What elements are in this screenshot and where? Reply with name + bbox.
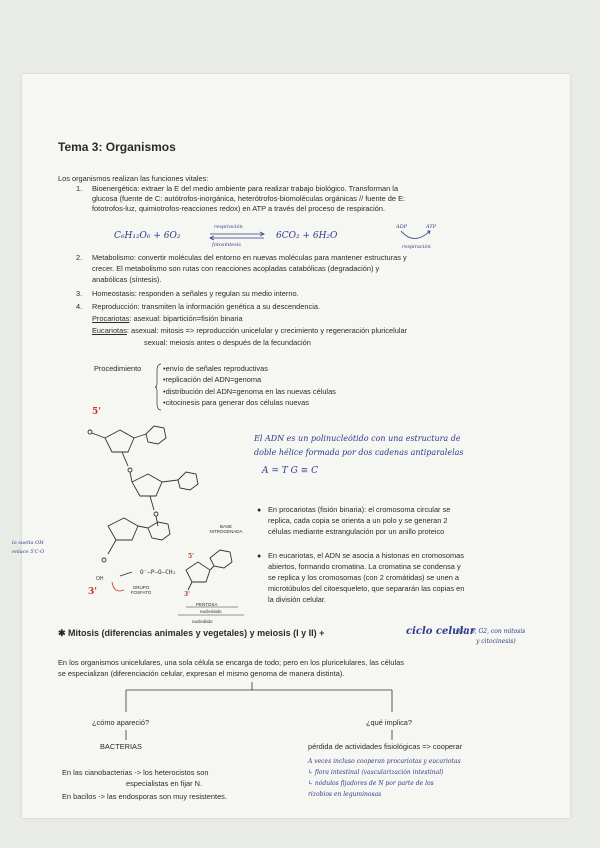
bacterias-label: BACTERIAS <box>100 742 142 751</box>
eucariotas-text: : asexual: mitosis => reproducción unicelular y crecimiento y regeneración pluricelular <box>126 326 408 335</box>
svg-text:O⁻–P–O–CH₂: O⁻–P–O–CH₂ <box>140 569 177 576</box>
left-note: En las cianobacterias -> los heterocistos son <box>62 768 209 777</box>
side-note: enlace 5'C-O <box>12 549 45 555</box>
dna-note-line: doble hélice formada por dos cadenas antiparalelas <box>254 448 464 457</box>
ciclo-note: (G1, S, G2, con mitosis <box>456 628 526 635</box>
item-number: 2. <box>76 253 83 262</box>
right-hand-note: A veces incluso cooperan procariotas y eucariotas <box>308 758 461 765</box>
item-number: 1. <box>76 184 83 193</box>
eucariotas-label: Eucariotas <box>92 326 127 335</box>
ciclo-celular: ciclo celular <box>406 626 475 637</box>
three-prime-label: 3' <box>88 587 98 597</box>
procedimiento-step: •distribución del ADN=genoma en las nuevas células <box>163 387 336 396</box>
five-prime-label: 5' <box>92 407 102 417</box>
perdida-label: pérdida de actividades fisiológicas => cooperar <box>308 742 463 751</box>
equation-bottom: fotosíntesis <box>212 242 241 248</box>
bullet-line: abiertos, formando cromatina. La cromatina se condensa y <box>268 562 461 571</box>
bullet-line: En procariotas (fisión binaria): el cromosoma circular se <box>268 505 451 514</box>
three-prime-mid: 3' <box>184 591 191 598</box>
equation-right: 6CO₂ + 6H₂O <box>276 231 338 241</box>
five-prime-mid: 5' <box>188 553 195 560</box>
bullet-line: se replica y los cromosomas (con 2 cromátidas) se unen a <box>268 573 460 582</box>
paragraph-line: se especializan (diferenciación celular, expresan el mismo genoma de manera distinta). <box>58 669 345 678</box>
item-line: Homeostasis: responden a señales y regulan su medio interno. <box>92 289 299 298</box>
item-line: Reproducción: transmiten la información genética a su descendencia. <box>92 302 321 311</box>
procedimiento-label: Procedimiento <box>94 364 142 373</box>
eucariotas-sexual: sexual: meiosis antes o después de la fecundación <box>144 338 311 347</box>
base-label: BASE NITROGENADA <box>209 524 243 534</box>
bullet-line: replica, cada copia se orienta a un polo y se generan 2 <box>268 516 448 525</box>
mitosis-heading: ✱ Mitosis (diferencias animales y vegetales) y meiosis (I y II) + <box>58 628 325 638</box>
equation-atp: ATP <box>426 224 437 230</box>
page-title: Tema 3: Organismos <box>58 140 176 154</box>
nucleotido-label: nucleótido <box>192 619 213 624</box>
bullet-icon: ● <box>257 507 262 514</box>
item-line: crecer. El metabolismo son rutas con reacciones acopladas catabólicas (degradación) y <box>92 264 380 273</box>
bullet-line: En eucariotas, el ADN se asocia a histonas en cromosomas <box>268 551 464 560</box>
pentosa-label: PENTOSA <box>196 602 218 607</box>
right-hand-note: ↳ nódulos fijadores de N por parte de los <box>308 780 434 787</box>
question-right: ¿qué implica? <box>366 718 413 727</box>
nucleosido-label: nucleósido <box>200 609 222 614</box>
ciclo-note: y citocinesis) <box>476 638 516 645</box>
paragraph-line: En los organismos unicelulares, una sola célula se encarga de todo; pero en los pluricelulares, las células <box>58 658 404 667</box>
oh-label: OH <box>96 576 104 582</box>
item-line: anabólicas (síntesis). <box>92 275 162 284</box>
equation-top: respiración <box>214 224 243 230</box>
left-note: especialistas en fijar N. <box>126 779 202 788</box>
bullet-icon: ● <box>257 553 262 560</box>
item-line: Metabolismo: convertir moléculas del entorno en nuevas moléculas para mantener estructuras y <box>92 253 407 262</box>
intro-text: Los organismos realizan las funciones vitales: <box>58 174 209 183</box>
procariotas-label: Procariotas <box>92 314 130 323</box>
equation-resp: respiración <box>402 244 431 250</box>
equation-adp: ADP <box>396 224 407 230</box>
side-note: lo suelta OH <box>12 540 44 546</box>
item-line: glucosa (fuente de C: autótrofos-inorgánica, heterótrofos-biomoléculas orgánicas // fuente de E: <box>92 194 406 203</box>
procariotas-text: : asexual: bipartición=fisión binaria <box>129 314 243 323</box>
item-line: Bioenergética: extraer la E del medio ambiente para realizar trabajo biológico. Transforman la <box>92 184 399 193</box>
procedimiento-step: •envío de señales reproductivas <box>163 364 268 373</box>
equation-left: C₆H₁₂O₆ + 6O₂ <box>114 231 181 241</box>
left-note: En bacilos -> las endosporas son muy resistentes. <box>62 792 227 801</box>
bullet-line: la división celular. <box>268 595 326 604</box>
item-line: fototrofos-luz, quimiotrofos-reacciones redox) en ATP a través del proceso de respiración. <box>92 204 386 213</box>
question-left: ¿cómo apareció? <box>92 718 150 727</box>
bullet-line: microtúbulos del citoesqueleto, que separarán las copias en <box>268 584 465 593</box>
grupo-label: GRUPO FOSFATO <box>130 585 152 595</box>
base-pairs: A = T G ≡ C <box>262 466 318 476</box>
item-number: 3. <box>76 289 83 298</box>
dna-note-line: El ADN es un polinucleótido con una estructura de <box>254 434 461 443</box>
bullet-line: células mediante estrangulación por un anillo proteico <box>268 527 445 536</box>
right-hand-note: rizobios en leguminosas <box>308 791 382 798</box>
right-hand-note: ↳ flora intestinal (vascularización intestinal) <box>308 769 444 776</box>
item-number: 4. <box>76 302 83 311</box>
procedimiento-step: •citocinesis para generar dos células nuevas <box>163 398 309 407</box>
procedimiento-step: •replicación del ADN=genoma <box>163 375 262 384</box>
